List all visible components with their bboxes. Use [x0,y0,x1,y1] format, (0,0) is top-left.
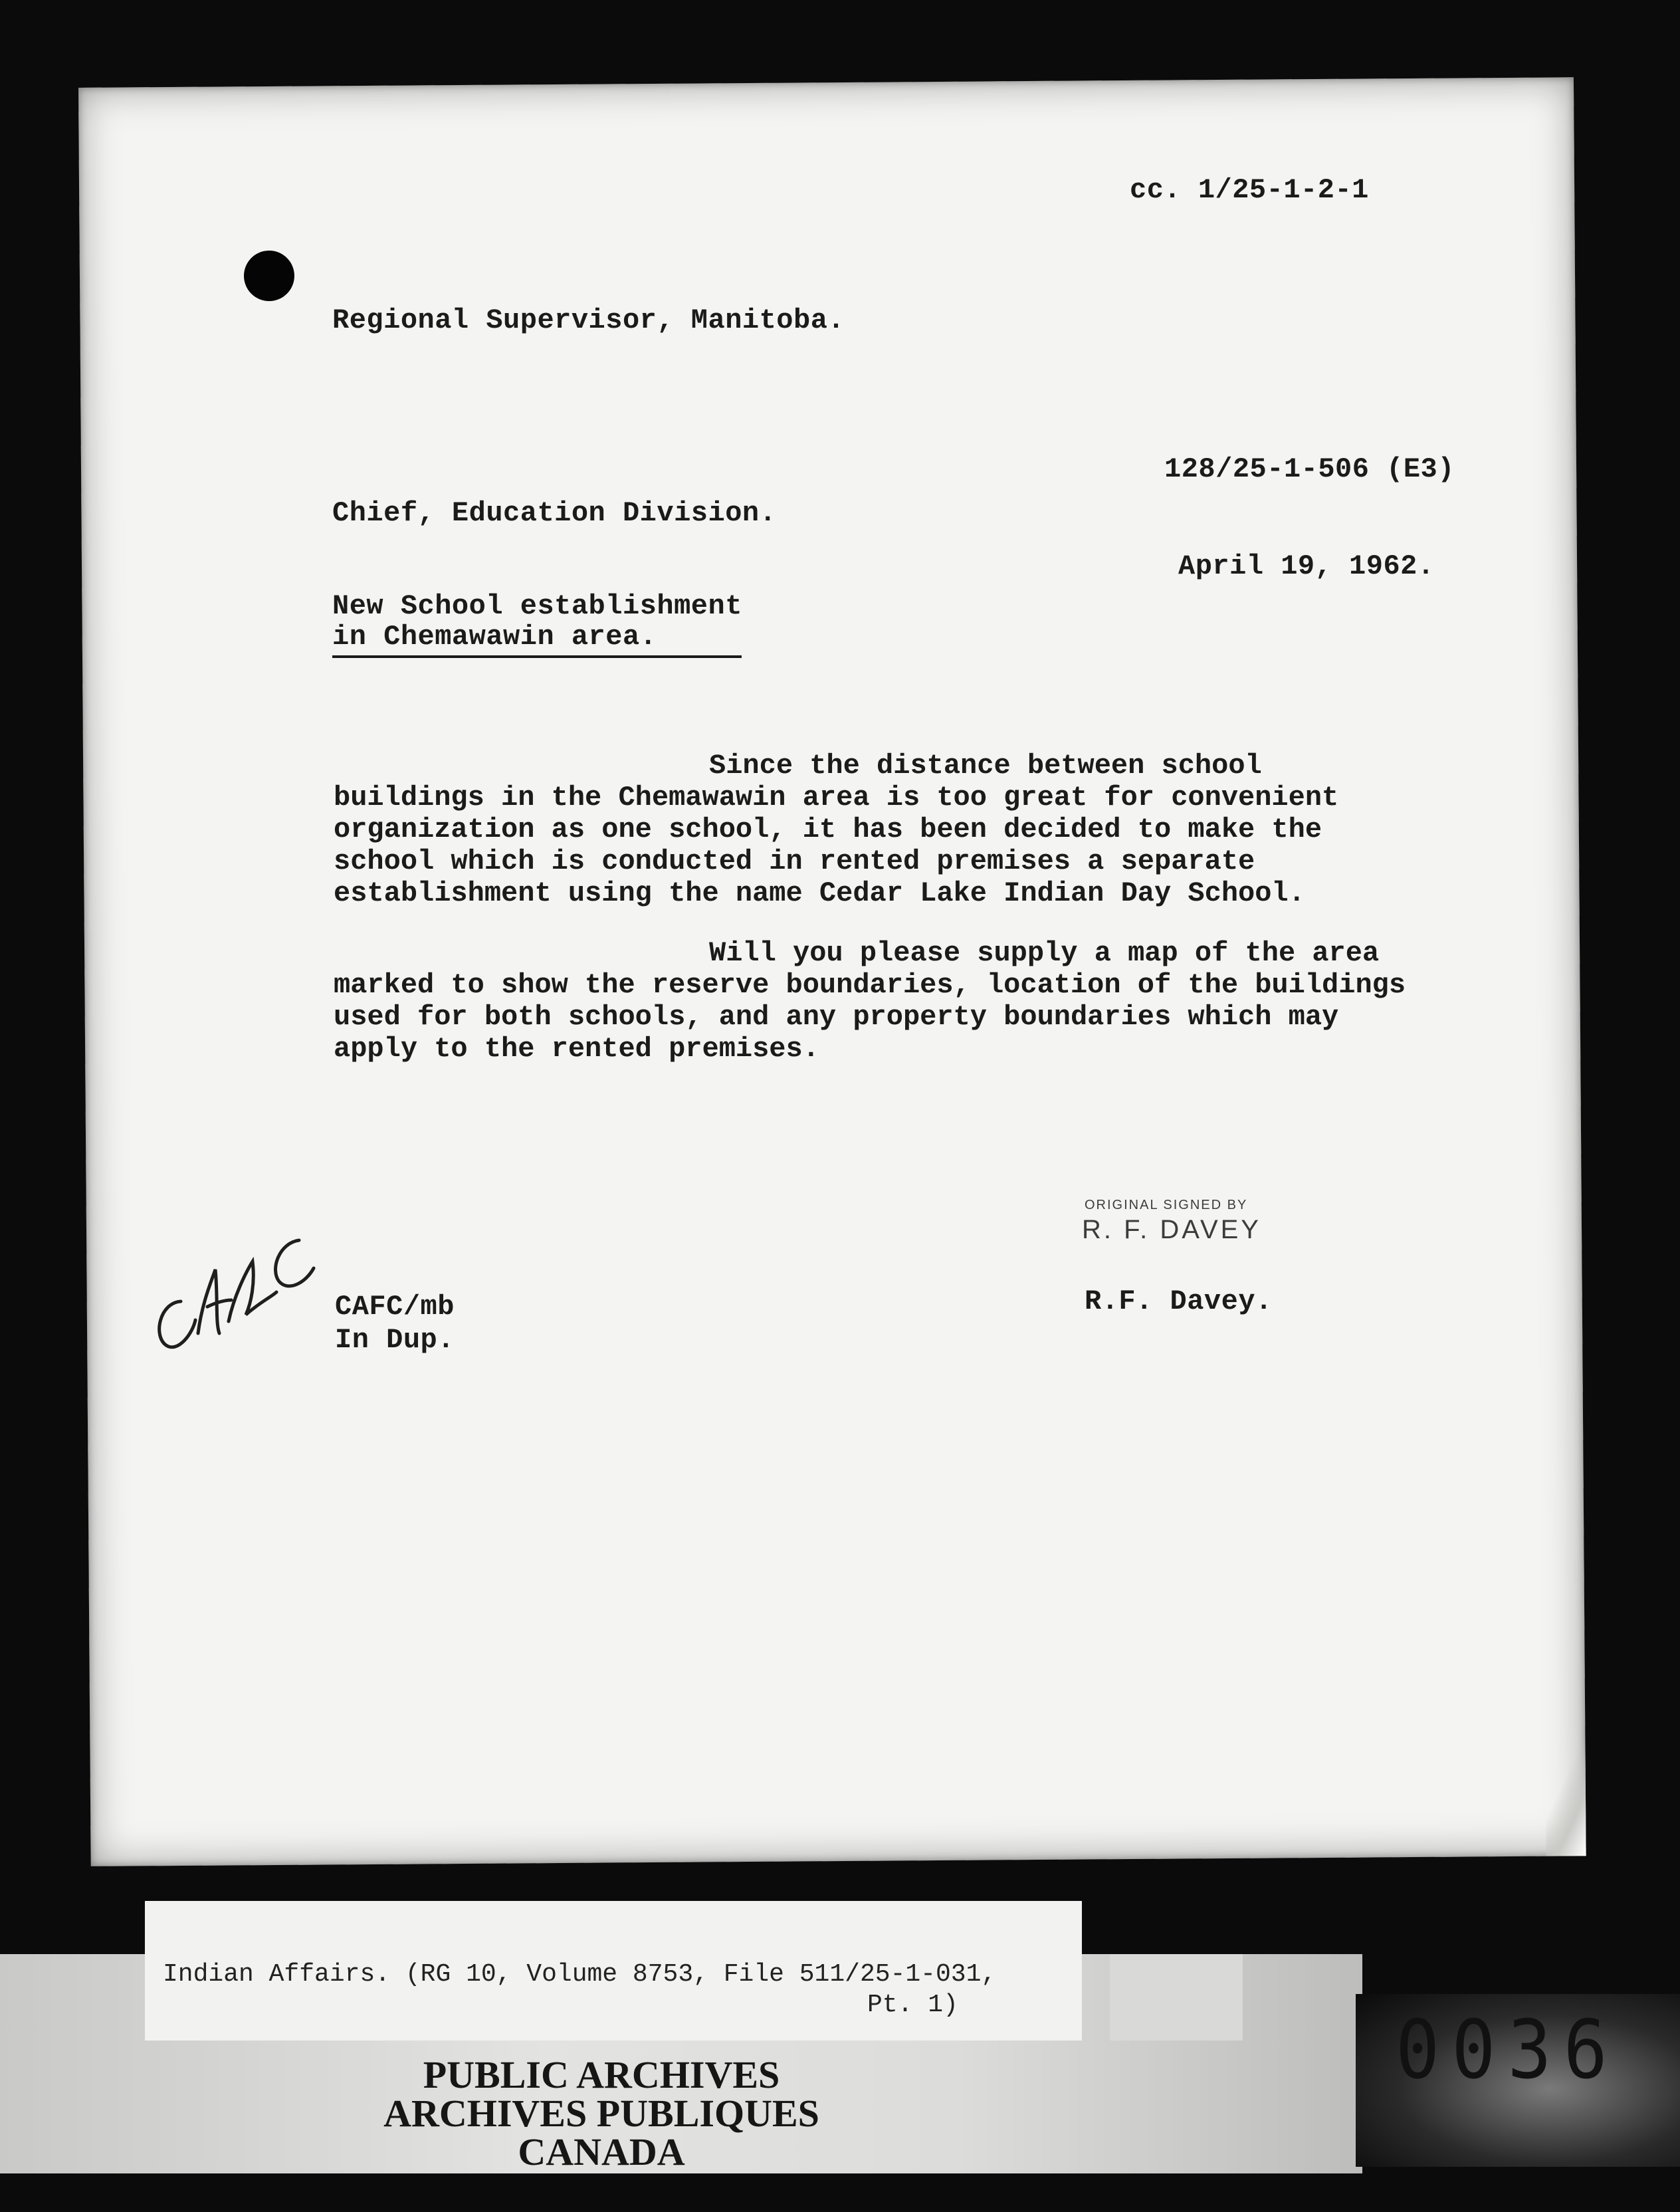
archive-label-text [163,1959,996,2021]
signature-stamp-caption: ORIGINAL SIGNED BY [1085,1198,1248,1212]
handwritten-initials [146,1203,319,1363]
paragraph-1: Since the distance between school buildings in the Chemawawin area is too great for convenient organization as one school, it has been decided to make the school which is conducted in rented premises a separate establishment using the name Cedar Lake Indian Day School. [334,750,1339,909]
archive-stamp-line-1: PUBLIC ARCHIVES [423,2053,780,2096]
letter-date: April 19, 1962. [1178,550,1435,582]
punch-hole [244,251,295,302]
archive-stamp-line-3: CANADA [518,2130,685,2173]
subject-line-2: in Chemawawin area. [332,621,742,658]
archive-band-tab [1110,1954,1243,2041]
signatory: R.F. Davey. [1085,1285,1273,1317]
signature-stamp-name: R. F. DAVEY [1082,1215,1261,1244]
copies-note: In Dup. [335,1324,455,1356]
archive-label-line1: Indian Affairs. (RG 10, Volume 8753, File 511/25-1-031, [163,1960,997,1989]
archive-label-line2: Pt. 1) [867,1991,958,2019]
frame-number: 0036 [1396,2003,1620,2097]
page-curl [1545,1736,1586,1856]
reference-number: 128/25-1-506 (E3) [1164,453,1455,485]
recipient: Regional Supervisor, Manitoba. [332,304,845,336]
sender: Chief, Education Division. [332,497,777,529]
typist-initials: CAFC/mb [335,1291,455,1323]
archive-stamp-line-2: ARCHIVES PUBLIQUES [383,2092,819,2135]
paragraph-2: Will you please supply a map of the area marked to show the reserve boundaries, location of the buildings used for both schools, and any property boundaries which may apply to the rented premises. [334,937,1406,1065]
file-reference-top: cc. 1/25-1-2-1 [1130,174,1369,206]
subject-line-1: New School establishment [332,590,742,622]
